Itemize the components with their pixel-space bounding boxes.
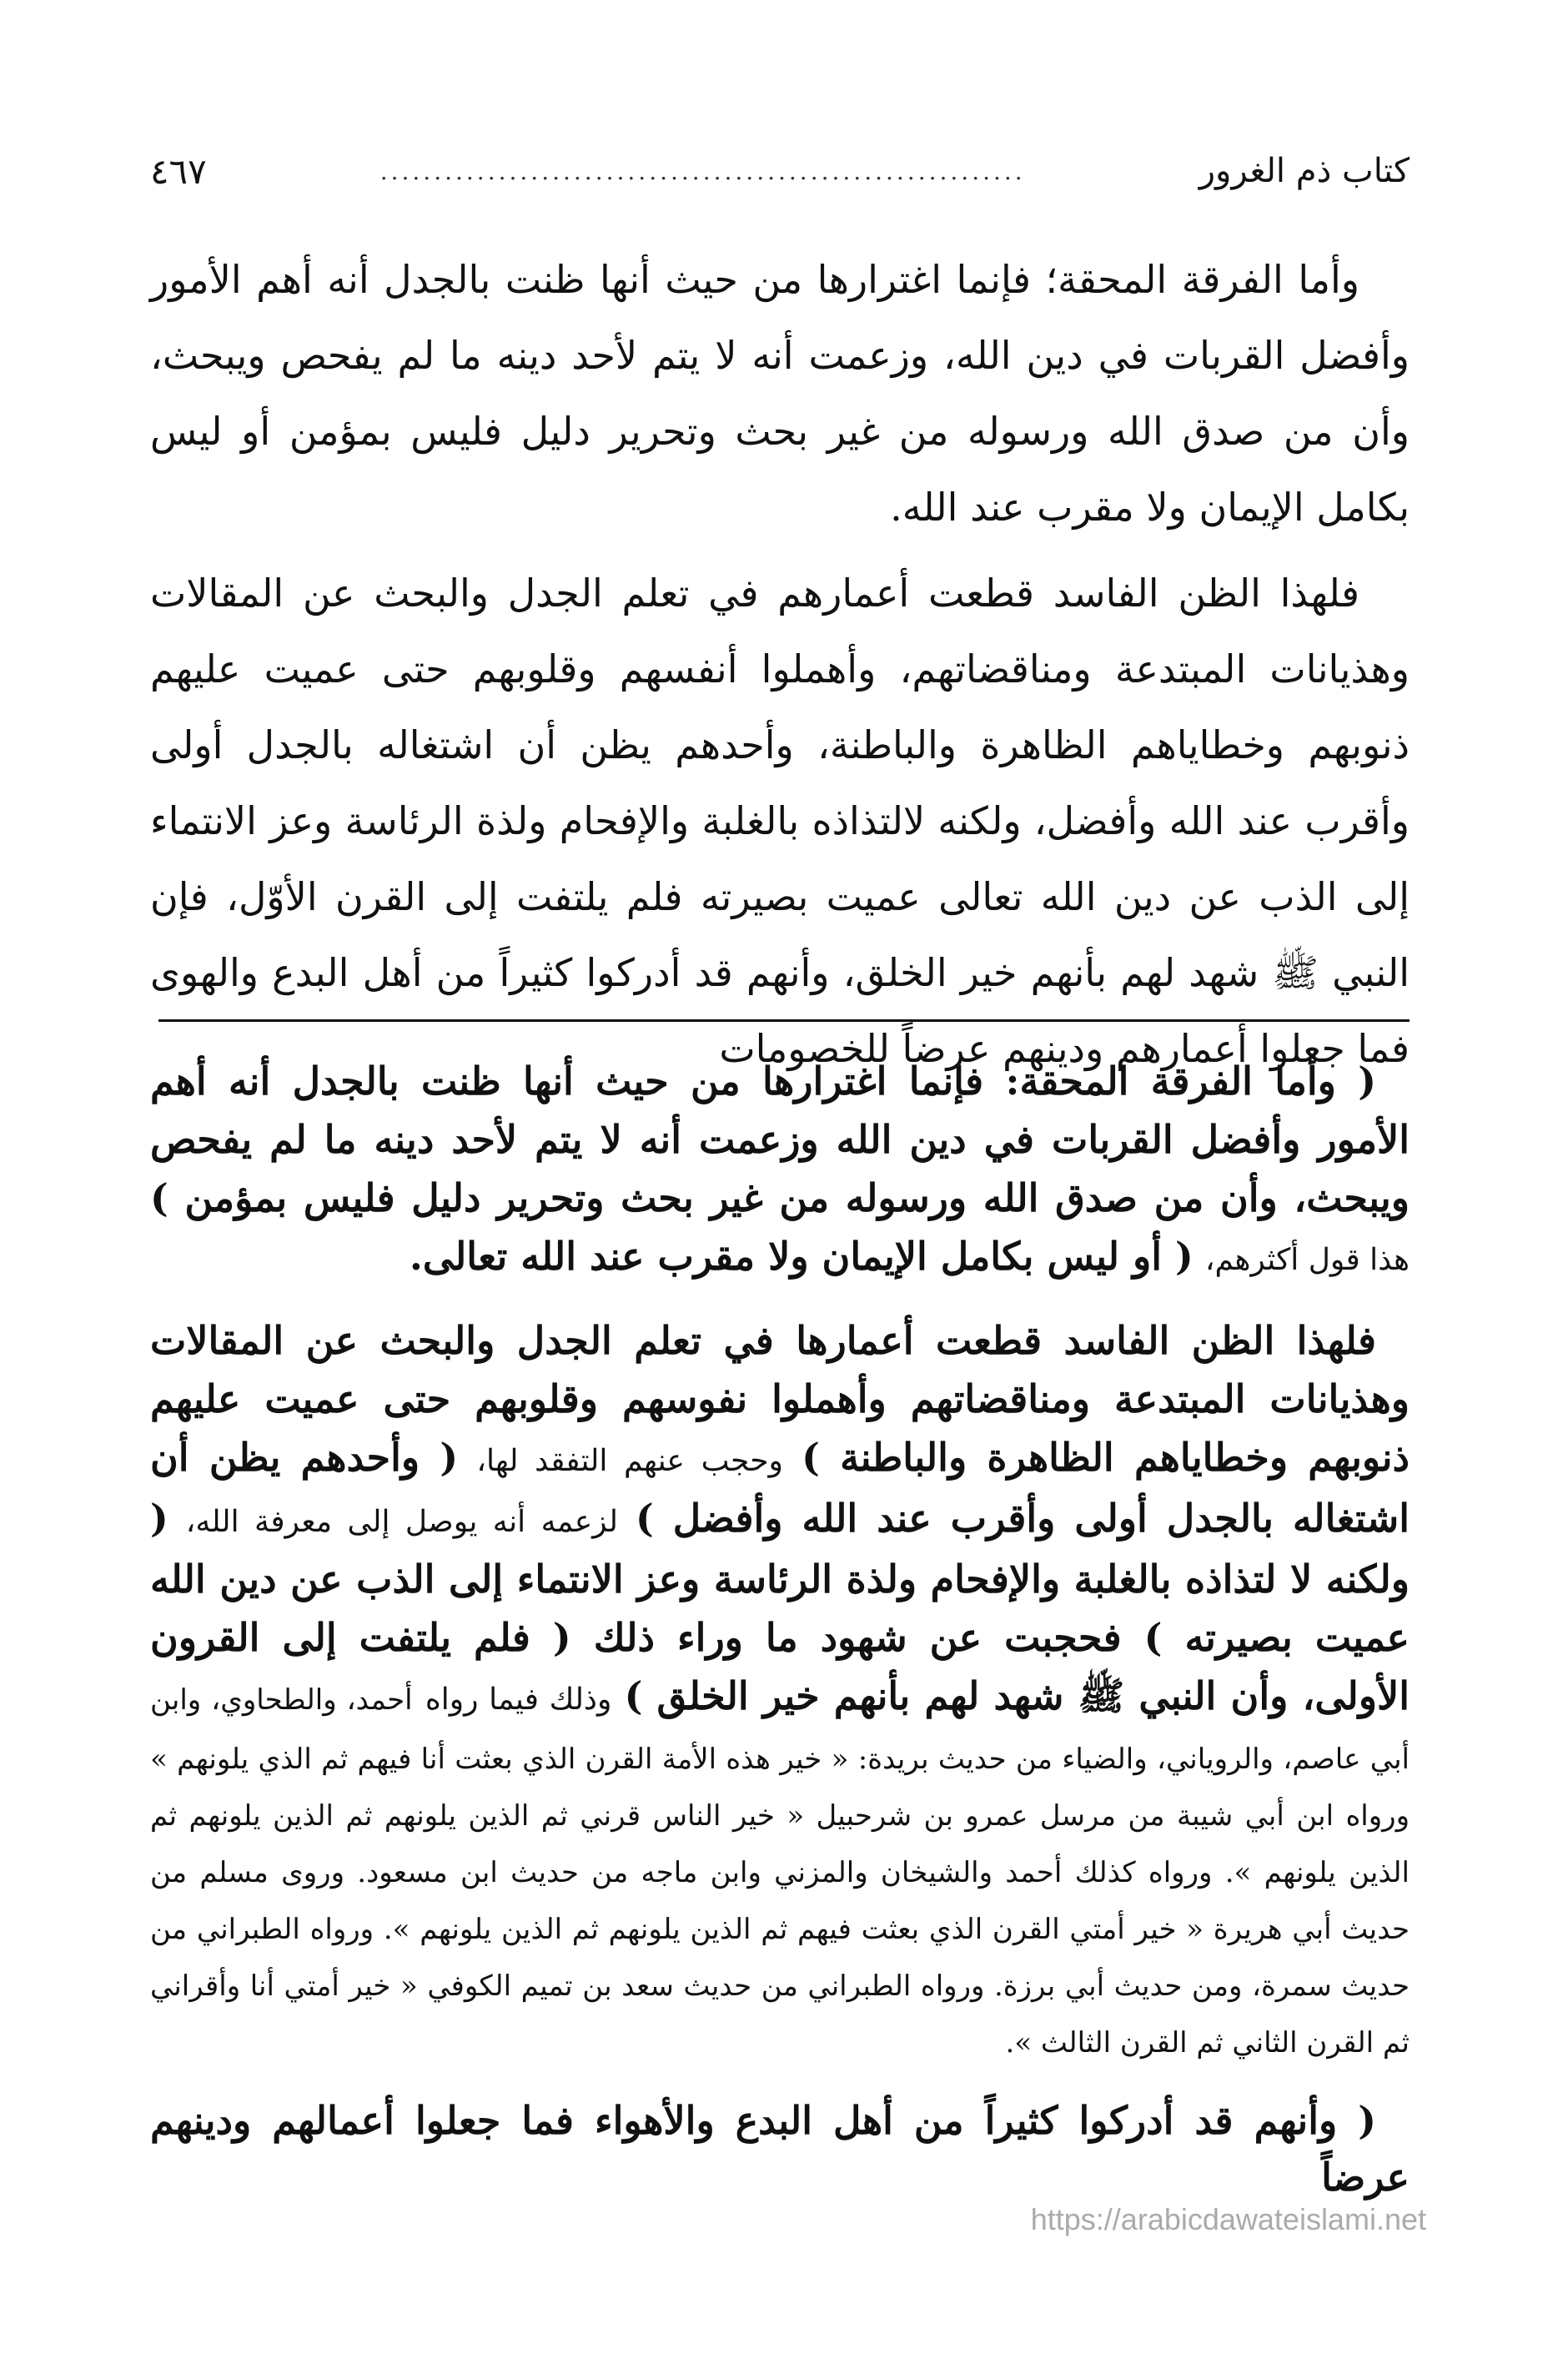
page-number: ٤٦٧ xyxy=(150,150,207,192)
main-text xyxy=(150,242,1410,1087)
commentary-paragraph-3: ( وأنهم قد أدركوا كثيراً من أهل البدع والأهواء فما جعلوا أعمالهم ودينهم عرضاً xyxy=(150,2098,1410,2200)
commentary-note: هذا قول أكثرهم، xyxy=(1204,1243,1410,1277)
commentary-quote: ( وأحدهم يظن أن اشتغاله بالجدل أولى وأقرب عند الله وأفضل ) xyxy=(150,1435,1410,1541)
page-header xyxy=(150,142,1410,200)
commentary-note: وحجب عنهم التفقد لها، xyxy=(476,1444,783,1478)
watermark-url: https://arabicdawateislami.net xyxy=(1030,2202,1426,2236)
hadith-references: أحمد، والطحاوي، وابن أبي عاصم، والروياني، والضياء من حديث بريدة: « خير هذه الأمة القرن الذي بعثت أنا فيهم ثم الذي يلونهم » ورواه ابن أبي شيبة من مرسل عمرو بن شرحبيل « خير الناس قرني ثم الذين يلونهم ثم الذين يلونهم ثم الذين يلونهم ». ورواه كذلك أحمد والشيخان والمزني وابن ماجه من حديث ابن مسعود. وروى مسلم من حديث أبي هريرة « خير أمتي القرن الذي بعثت فيهم ثم الذين يلونهم ثم الذين يلونهم ». ورواه الطبراني من حديث سمرة، ومن حديث أبي برزة. ورواه الطبراني من حديث سعد بن تميم الكوفي « خير أمتي أنا وأقراني ثم القرن الثاني ثم القرن الثالث ». xyxy=(150,1683,1410,2060)
commentary-quote: ( وأما الفرقة المحقة: فإنما اغترارها من حيث أنها ظنت بالجدل أنه أهم الأمور وأفضل القربات في دين الله وزعمت أنه لا يتم لأحد دينه ما لم يفحص ويبحث، وأن من صدق الله ورسوله من غير بحث وتحرير دليل فليس بمؤمن ) xyxy=(150,1059,1410,1220)
commentary-note: وذلك فيما رواه xyxy=(425,1682,612,1717)
main-paragraph-2: فلهذا الظن الفاسد قطعت أعمارهم في تعلم الجدل والبحث عن المقالات وهذيانات المبتدعة ومناقضاتهم، وأهملوا أنفسهم وقلوبهم حتى عميت عليهم ذنوبهم وخطاياهم الظاهرة والباطنة، وأحدهم يظن أن اشتغاله بالجدل أولى وأقرب عند الله وأفضل، ولكنه لالتذاذه بالغلبة والإفحام ولذة الرئاسة وعز الانتماء إلى الذب عن دين الله تعالى عميت بصيرته فلم يلتفت إلى القرن الأوّل، فإن النبي ﷺ شهد لهم بأنهم خير الخلق، وأنهم قد أدركوا كثيراً من أهل البدع والهوى فما جعلوا أعمارهم ودينهم عرضاً للخصومات xyxy=(150,571,1410,1071)
footnote-separator xyxy=(158,1019,1410,1022)
commentary-quote: ( ولكنه لا لتذاذه بالغلبة والإفحام ولذة الرئاسة وعز الانتماء إلى الذب عن دين الله عميت بصيرته ) فحجبت عن شهود ما وراء ذلك ( فلم يلتفت إلى القرون الأولى، وأن النبي ﷺ شهد لهم بأنهم خير الخلق ) xyxy=(150,1496,1410,1718)
running-title: كتاب ذم الغرور xyxy=(1199,152,1410,190)
header-dot-leader: ............................................................ xyxy=(379,157,1026,185)
commentary-note: لزعمه أنه يوصل إلى معرفة الله، xyxy=(185,1505,619,1539)
commentary-paragraph-1 xyxy=(150,1053,1410,1289)
commentary-quote: ( أو ليس بكامل الإيمان ولا مقرب عند الله تعالى. xyxy=(409,1234,1194,1279)
commentary-paragraph-2 xyxy=(150,1312,1410,2069)
commentary-quote: فلهذا الظن الفاسد قطعت أعمارها في تعلم الجدل والبحث عن المقالات وهذيانات المبتدعة ومناقضاتهم وأهملوا نفوسهم وقلوبهم حتى عميت عليهم ذنوبهم وخطاياهم الظاهرة والباطنة ) xyxy=(150,1318,1410,1480)
commentary-section xyxy=(150,1053,1410,2206)
main-paragraph-1: وأما الفرقة المحقة؛ فإنما اغترارها من حيث أنها ظنت بالجدل أنه أهم الأمور وأفضل القربات في دين الله، وزعمت أنه لا يتم لأحد دينه ما لم يفحص ويبحث، وأن من صدق الله ورسوله من غير بحث وتحرير دليل فليس بمؤمن أو ليس بكامل الإيمان ولا مقرب عند الله. xyxy=(150,257,1410,530)
